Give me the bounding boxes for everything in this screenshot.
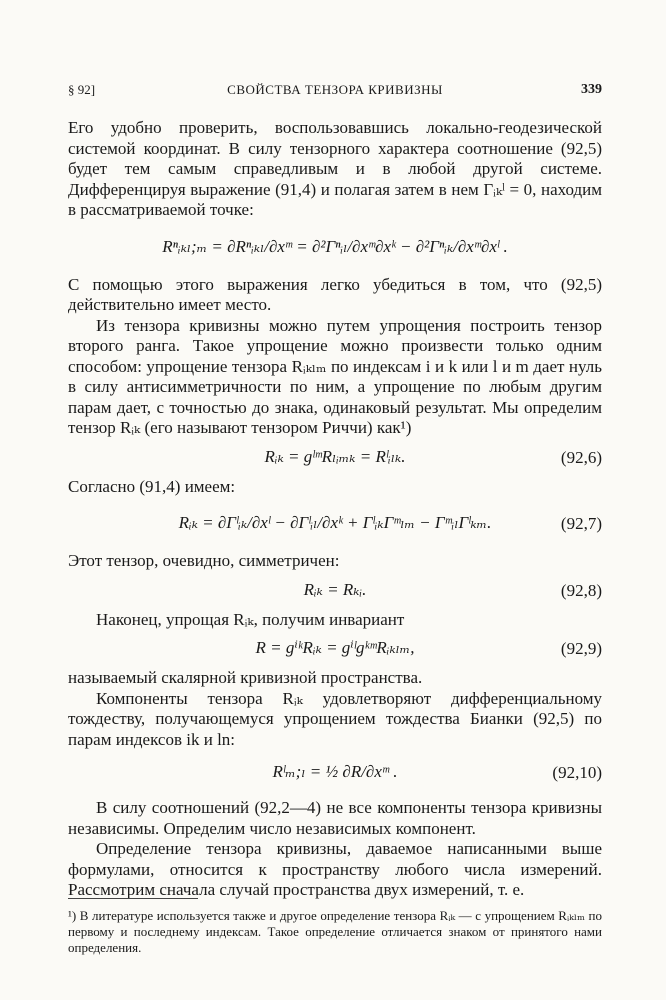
section-marker: § 92] — [68, 82, 96, 97]
equation-92-6 — [68, 443, 602, 473]
equation-92-8 — [68, 576, 602, 606]
paragraph: Компоненты тензора Rᵢₖ удовлетворяют дифференциальному тождеству, получающемуся упрощением тождества Бианки (92,5) по парам индексов ik и ln: — [68, 688, 602, 749]
paragraph: Из тензора кривизны можно путем упрощения построить тензор второго ранга. Такое упрощение можно произвести только одним способом: упрощение тензора Rᵢₖₗₘ по индексам i и k или l и m дает нуль в силу антисимметричности по ним, а упрощение по любым другим парам дает, с точностью до знака, одинаковый результат. Мы определим тензор Rᵢₖ (его называют тензором Риччи) как¹) — [68, 315, 602, 437]
footnote: ¹) В литературе используется также и другое определение тензора Rᵢₖ — с упрощением Rᵢₖₗₘ по первому и последнему индексам. Такое определение отличается знаком от принятого нами определения. — [68, 908, 602, 955]
equation-number: (92,7) — [560, 514, 602, 533]
paragraph: Согласно (91,4) имеем: — [68, 476, 236, 496]
equation-92-10 — [68, 754, 602, 794]
page-number: 339 — [581, 82, 602, 97]
paragraph: Этот тензор, очевидно, симметричен: — [68, 551, 340, 570]
equation-formula: Rˡₘ;ₗ = ½ ∂R/∂xᵐ . — [272, 762, 398, 781]
equation-number: (92,9) — [560, 639, 602, 658]
equation-92-9 — [68, 634, 602, 664]
equation-formula: Rᵢₖ = Rₖᵢ. — [303, 579, 367, 599]
paragraph: называемый скалярной кривизной пространства. — [68, 668, 423, 687]
paragraph: Наконец, упрощая Rᵢₖ, получим инвариант — [96, 609, 405, 629]
footnote-divider — [68, 898, 198, 899]
equation-number: (92,10) — [552, 763, 602, 782]
paragraph: С помощью этого выражения легко убедиться в том, что (92,5) действительно имеет место. — [68, 274, 602, 314]
equation-formula: Rⁿᵢₖₗ;ₘ = ∂Rⁿᵢₖₗ/∂xᵐ = ∂²Γⁿᵢₗ/∂xᵐ∂xᵏ − ∂²Γⁿᵢₖ/∂xᵐ∂xˡ . — [162, 236, 508, 256]
equation-92-7 — [68, 501, 602, 547]
paragraph: В силу соотношений (92,2—4) не все компоненты тензора кривизны независимы. Определим число независимых компонент. — [68, 798, 602, 838]
equation-formula: R = gⁱᵏRᵢₖ = gⁱˡgᵏᵐRᵢₖₗₘ, — [255, 638, 415, 657]
paragraph: Его удобно проверить, воспользовавшись локально-геодезической системой координат. В силу тензорного характера соотношение (92,5) будет тем самым справедливым и в любой другой системе. Дифференцируя выражение (91,4) и полагая затем в нем Γᵢₖˡ = 0, находим в рассматриваемой точке: — [68, 118, 602, 219]
paragraph: Определение тензора кривизны, даваемое написанными выше формулами, относится к пространству любого числа измерений. Рассмотрим сначала случай пространства двух измерений, т. е. — [68, 839, 602, 899]
equation-formula: Rᵢₖ = gˡᵐRₗᵢₘₖ = Rˡᵢₗₖ. — [264, 446, 406, 466]
main-text — [68, 118, 602, 901]
equation-formula: Rᵢₖ = ∂Γˡᵢₖ/∂xˡ − ∂Γˡᵢₗ/∂xᵏ + ΓˡᵢₖΓᵐₗₘ − ΓᵐᵢₗΓˡₖₘ. — [178, 513, 492, 532]
equation-number: (92,6) — [560, 447, 602, 467]
running-title: СВОЙСТВА ТЕНЗОРА КРИВИЗНЫ — [227, 82, 443, 97]
equation-unnumbered — [68, 225, 602, 271]
equation-number: (92,8) — [560, 580, 602, 600]
running-header — [68, 82, 602, 102]
